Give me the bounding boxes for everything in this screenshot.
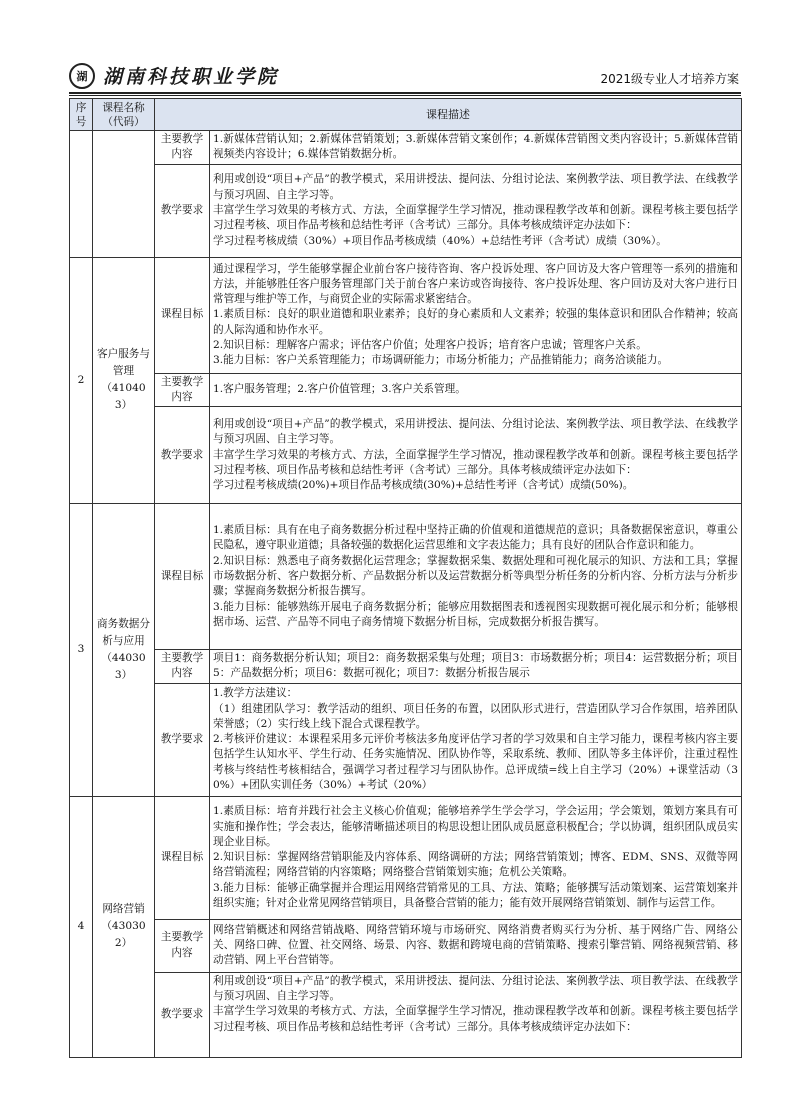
table-row xyxy=(70,919,742,972)
goal-cell xyxy=(210,257,742,373)
requirement-paragraph: 利用或创设“项目+产品”的教学模式，采用讲授法、提问法、分组讨论法、案例教学法、项目教学法、在线教学与预习巩固、自主学习等。 xyxy=(213,974,738,1003)
requirement-cell xyxy=(210,683,742,796)
course-name: 商务数据分析与应用 xyxy=(97,617,150,647)
table-row xyxy=(70,650,742,684)
col-header-no: 序号 xyxy=(70,99,93,131)
course-name: 客户服务与管理 xyxy=(97,348,150,378)
requirement-paragraph: 丰富学生学习效果的考核方式、方法，全面掌握学生学习情况，推动课程教学改革和创新。课程考核主要包括学习过程考核、项目作品考核和总结性考评（含考试）三部分。具体考核成绩评定办法如下： xyxy=(213,1005,738,1033)
content-label: 主要教学内容 xyxy=(155,650,210,684)
table-header-row xyxy=(70,99,742,131)
goal-cell xyxy=(210,796,742,919)
goal-paragraph: 1.素质目标：良好的职业道德和职业素养；良好的身心素质和人文素养；较强的集体意识和团队合作精神；较高的人际沟通和协作水平。 xyxy=(213,308,738,336)
goal-paragraph: 2.知识目标：熟悉电子商务数据化运营理念；掌握数据采集、数据处理和可视化展示的知识、方法和工具；掌握市场数据分析、客户数据分析、产品数据分析以及运营数据分析等典型分析任务的分析内容、分析方法与分析步骤；掌握商务数据分析报告撰写。 xyxy=(213,554,738,598)
requirement-paragraph: 学习过程考核成绩（30%）+项目作品考核成绩（40%）+总结性考评（含考试）成绩（30%）。 xyxy=(213,234,667,247)
requirement-paragraph: 丰富学生学习效果的考核方式、方法，全面掌握学生学习情况，推动课程教学改革和创新。课程考核主要包括学习过程考核、项目作品考核和总结性考评（含考试）三部分。具体考核成绩评定办法如下： xyxy=(213,203,738,232)
course-code: （430302） xyxy=(101,920,146,950)
course-name: 网络营销 xyxy=(102,903,145,916)
table-row xyxy=(70,504,742,650)
goal-paragraph: 3.能力目标：能够熟练开展电子商务数据分析；能够应用数据图表和透视图实现数据可视化展示和分析；能够根据市场、运营、产品等不同电子商务情境下数据分析目标，完成数据分析报告撰写。 xyxy=(213,600,738,628)
course-code: （440303） xyxy=(101,651,146,681)
goal-paragraph: 1.素质目标：具有在电子商务数据分析过程中坚持正确的价值观和道德规范的意识；具备数据保密意识，尊重公民隐私，遵守职业道德；具备较强的数据化运营思维和文字表达能力；具有良好的团队合作意识和能力。 xyxy=(213,524,738,552)
table-row xyxy=(70,131,742,165)
row-no: 4 xyxy=(70,796,93,1057)
goal-label: 课程目标 xyxy=(155,796,210,919)
requirement-paragraph: 2.考核评价建议：本课程采用多元评价考核法多角度评估学习者的学习效果和自主学习能力，课程考核内容主要包括学生认知水平、学生行动、任务实施情况、团队协作等，采取系统、教师、团队等多主体评价，注重过程性考核与终结性考核相结合，强调学习者过程学习与团队协作。总评成绩=线上自主学习（20%）+课堂活动（30%）+团队实训任务（30%）+考试（20%） xyxy=(213,733,738,792)
goal-paragraph: 1.素质目标：培育并践行社会主义核心价值观；能够培养学生学会学习，学会运用；学会策划，策划方案具有可实施和操作性；学会表达，能够清晰描述项目的构思设想让团队成员愿意积极配合；学以协调，组织团队成员实现企业目标。 xyxy=(213,805,738,848)
school-logo xyxy=(69,62,279,89)
school-seal-icon: 湖 xyxy=(69,63,95,89)
course-code: （410403） xyxy=(101,382,146,412)
content-cell: 1.新媒体营销认知；2.新媒体营销策划；3.新媒体营销文案创作；4.新媒体营销图文类内容设计；5.新媒体营销视频类内容设计；6.媒体营销数据分析。 xyxy=(210,131,742,165)
goal-paragraph: 2.知识目标：理解客户需求；评估客户价值；处理客户投诉；培育客户忠诚；管理客户关系。 xyxy=(213,339,647,352)
course-name-cell xyxy=(93,796,155,1057)
requirement-label: 教学要求 xyxy=(155,164,210,257)
table-row xyxy=(70,373,742,407)
table-row xyxy=(70,796,742,919)
table-row xyxy=(70,407,742,504)
requirement-paragraph: 利用或创设“项目+产品”的教学模式，采用讲授法、提问法、分组讨论法、案例教学法、项目教学法、在线教学与预习巩固、自主学习等。 xyxy=(213,173,738,201)
goal-label: 课程目标 xyxy=(155,504,210,650)
row-no: 3 xyxy=(70,504,93,797)
goal-cell xyxy=(210,504,742,650)
requirement-paragraph: 丰富学生学习效果的考核方式、方法，全面掌握学生学习情况，推动课程教学改革和创新。课程考核主要包括学习过程考核、项目作品考核和总结性考评（含考试）三部分。具体考核成绩评定办法如下： xyxy=(213,448,738,476)
requirement-cell xyxy=(210,407,742,504)
goal-label: 课程目标 xyxy=(155,257,210,373)
header-rule-thin xyxy=(69,95,741,96)
content-label: 主要教学内容 xyxy=(155,373,210,407)
requirement-label: 教学要求 xyxy=(155,972,210,1057)
document-title: 2021级专业人才培养方案 xyxy=(600,72,739,86)
col-header-name: 课程名称（代码） xyxy=(93,99,155,131)
course-table xyxy=(69,98,742,1058)
requirement-label: 教学要求 xyxy=(155,407,210,504)
content-cell: 项目1：商务数据分析认知；项目2：商务数据采集与处理；项目3：市场数据分析；项目4：运营数据分析；项目5：产品数据分析；项目6：数据可视化；项目7：数据分析报告展示 xyxy=(210,650,742,684)
requirement-paragraph: （1）组建团队学习：教学活动的组织、项目任务的布置，以团队形式进行，营造团队学习合作氛围，培养团队荣誉感；（2）实行线上线下混合式课程教学。 xyxy=(213,702,738,730)
goal-paragraph: 3.能力目标：能够正确掌握并合理运用网络营销常见的工具、方法、策略；能够撰写活动策划案、运营策划案并组织实施；针对企业常见网络营销项目，具备整合营销的能力；能有效开展网络营销策划、制作与运营工作。 xyxy=(213,881,738,910)
table-row xyxy=(70,683,742,796)
requirement-cell xyxy=(210,972,742,1057)
table-row xyxy=(70,972,742,1057)
goal-paragraph: 2.知识目标：掌握网络营销职能及内容体系、网络调研的方法；网络营销策划；博客、EDM、SNS、双微等网络营销流程；网络营销的内容策略；网络整合营销策划实施；危机公关策略。 xyxy=(213,851,738,879)
row-no-cell xyxy=(70,131,93,258)
goal-paragraph: 通过课程学习，学生能够掌握企业前台客户接待咨询、客户投诉处理、客户回访及大客户管理等一系列的措施和方法，并能够胜任客户服务管理部门关于前台客户来访或咨询接待、客户投诉处理、客户回访及对大客户进行日常管理与维护等工作，与商贸企业的实际需求紧密结合。 xyxy=(213,262,738,306)
content-label: 主要教学内容 xyxy=(155,919,210,972)
content-cell: 1.客户服务管理；2.客户价值管理；3.客户关系管理。 xyxy=(210,373,742,407)
requirement-paragraph: 利用或创设“项目+产品”的教学模式，采用讲授法、提问法、分组讨论法、案例教学法、项目教学法、在线教学与预习巩固、自主学习等。 xyxy=(213,417,738,446)
requirement-cell xyxy=(210,164,742,257)
page-header xyxy=(69,62,741,92)
header-rule-thick xyxy=(69,92,741,94)
course-name-cell xyxy=(93,504,155,797)
goal-paragraph: 3.能力目标：客户关系管理能力；市场调研能力；市场分析能力；产品推销能力；商务洽谈能力。 xyxy=(213,354,669,367)
requirement-label: 教学要求 xyxy=(155,683,210,796)
table-row xyxy=(70,257,742,373)
course-name-cell xyxy=(93,257,155,504)
row-name-cell xyxy=(93,131,155,258)
content-cell: 网络营销概述和网络营销战略、网络营销环境与市场研究、网络消费者购买行为分析、基于网络广告、网络公关、网络口碑、位置、社交网络、场景、內容、数据和跨境电商的营销策略、搜索引擎营销、网络视频营销、移动营销、网上平台营销等。 xyxy=(210,919,742,972)
table-row xyxy=(70,164,742,257)
requirement-paragraph: 1.教学方法建议： xyxy=(213,687,298,700)
row-no: 2 xyxy=(70,257,93,504)
col-header-desc: 课程描述 xyxy=(155,99,742,131)
school-name: 湖南科技职业学院 xyxy=(103,66,280,88)
requirement-paragraph: 学习过程考核成绩(20%)+项目作品考核成绩(30%)+总结性考评（含考试）成绩(50%)。 xyxy=(213,479,634,492)
content-label: 主要教学内容 xyxy=(155,131,210,165)
